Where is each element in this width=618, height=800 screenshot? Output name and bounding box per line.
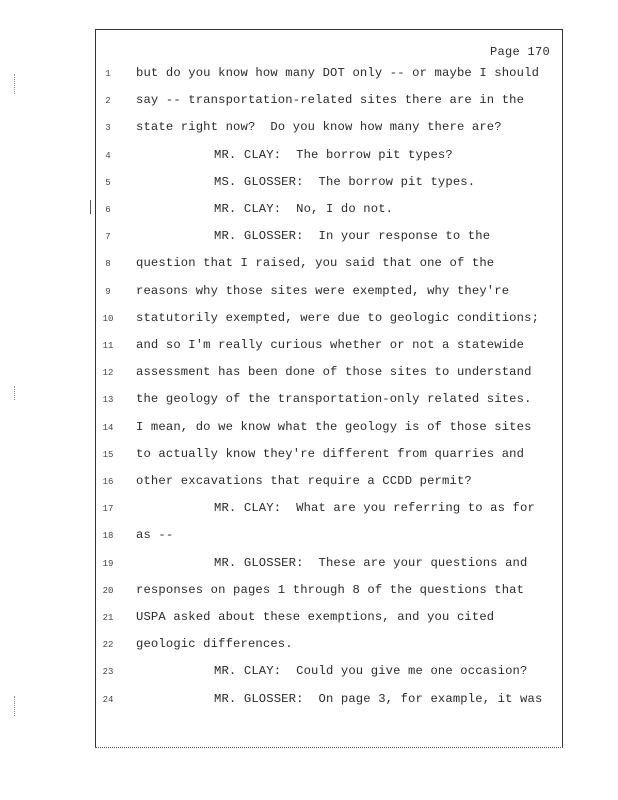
line-number: 1 [105, 69, 111, 79]
line-number: 6 [105, 205, 111, 215]
line-text: state right now? Do you know how many there are? [136, 120, 502, 135]
line-text: but do you know how many DOT only -- or maybe I should [136, 66, 540, 80]
line-text: statutorily exempted, were due to geologic conditions; [136, 310, 540, 325]
transcript-line [0, 583, 618, 603]
line-text: MR. CLAY: Could you give me one occasion? [214, 664, 528, 679]
line-text: geologic differences. [136, 637, 293, 652]
line-text: to actually know they're different from quarries and [136, 446, 525, 461]
transcript-line [0, 637, 618, 657]
line-text: MR. CLAY: The borrow pit types? [214, 147, 453, 162]
line-text: responses on pages 1 through 8 of the questions that [136, 582, 525, 597]
line-number: 14 [102, 422, 114, 433]
transcript-line [0, 93, 618, 113]
line-text: MR. CLAY: What are you referring to as for [214, 501, 535, 516]
line-number: 23 [102, 667, 114, 678]
line-number: 18 [102, 531, 114, 542]
transcript-line [0, 556, 618, 576]
line-text: say -- transportation-related sites there are in the [136, 93, 525, 108]
transcript-line [0, 420, 618, 440]
line-text: other excavations that require a CCDD permit? [136, 474, 472, 488]
line-number: 24 [102, 694, 114, 705]
transcript-line [0, 338, 618, 358]
page-number: Page 170 [490, 45, 551, 59]
transcript-line [0, 447, 618, 467]
line-number: 20 [102, 585, 114, 596]
line-number: 9 [105, 286, 111, 297]
transcript-line [0, 311, 618, 331]
transcript-line [0, 692, 618, 712]
line-number: 15 [102, 449, 114, 460]
transcript-line [0, 474, 618, 494]
line-text: MR. GLOSSER: These are your questions and [214, 555, 528, 570]
line-number: 16 [102, 477, 114, 487]
line-text: reasons why those sites were exempted, why they're [136, 283, 510, 298]
line-number: 13 [102, 395, 114, 406]
line-number: 5 [105, 177, 111, 188]
line-text: the geology of the transportation-only related sites. [136, 392, 532, 407]
line-text: MR. GLOSSER: In your response to the [214, 229, 491, 244]
line-number: 17 [102, 504, 114, 515]
line-text: as -- [136, 528, 174, 543]
line-text: MR. CLAY: No, I do not. [214, 202, 394, 216]
transcript-line [0, 284, 618, 304]
page-frame-top [95, 29, 563, 30]
transcript-line [0, 365, 618, 385]
transcript-line [0, 610, 618, 630]
line-number: 4 [105, 150, 111, 161]
line-text: and so I'm really curious whether or not a statewide [136, 338, 525, 352]
transcript-line [0, 528, 618, 548]
transcript-line [0, 392, 618, 412]
transcript-line [0, 66, 618, 86]
transcript-line [0, 501, 618, 521]
line-number: 3 [105, 123, 111, 134]
transcript-line [0, 120, 618, 140]
transcript-line [0, 229, 618, 249]
line-number: 8 [105, 259, 111, 270]
transcript-line [0, 175, 618, 195]
line-number: 12 [102, 368, 114, 379]
line-text: MS. GLOSSER: The borrow pit types. [214, 174, 476, 189]
line-number: 10 [102, 313, 114, 324]
line-text: I mean, do we know what the geology is of those sites [136, 419, 532, 434]
line-number: 7 [105, 232, 111, 243]
line-text: USPA asked about these exemptions, and you cited [136, 610, 495, 624]
line-text: question that I raised, you said that one of the [136, 256, 495, 271]
page-frame-bottom [95, 747, 563, 748]
line-number: 21 [102, 613, 114, 623]
line-number: 19 [102, 558, 114, 569]
transcript-line [0, 664, 618, 684]
line-number: 22 [102, 640, 114, 651]
transcript-line [0, 256, 618, 276]
transcript-line [0, 148, 618, 168]
line-number: 2 [105, 96, 111, 107]
transcript-line [0, 202, 618, 222]
line-text: MR. GLOSSER: On page 3, for example, it was [214, 691, 543, 706]
line-text: assessment has been done of those sites to understand [136, 365, 532, 380]
line-number: 11 [102, 341, 114, 351]
